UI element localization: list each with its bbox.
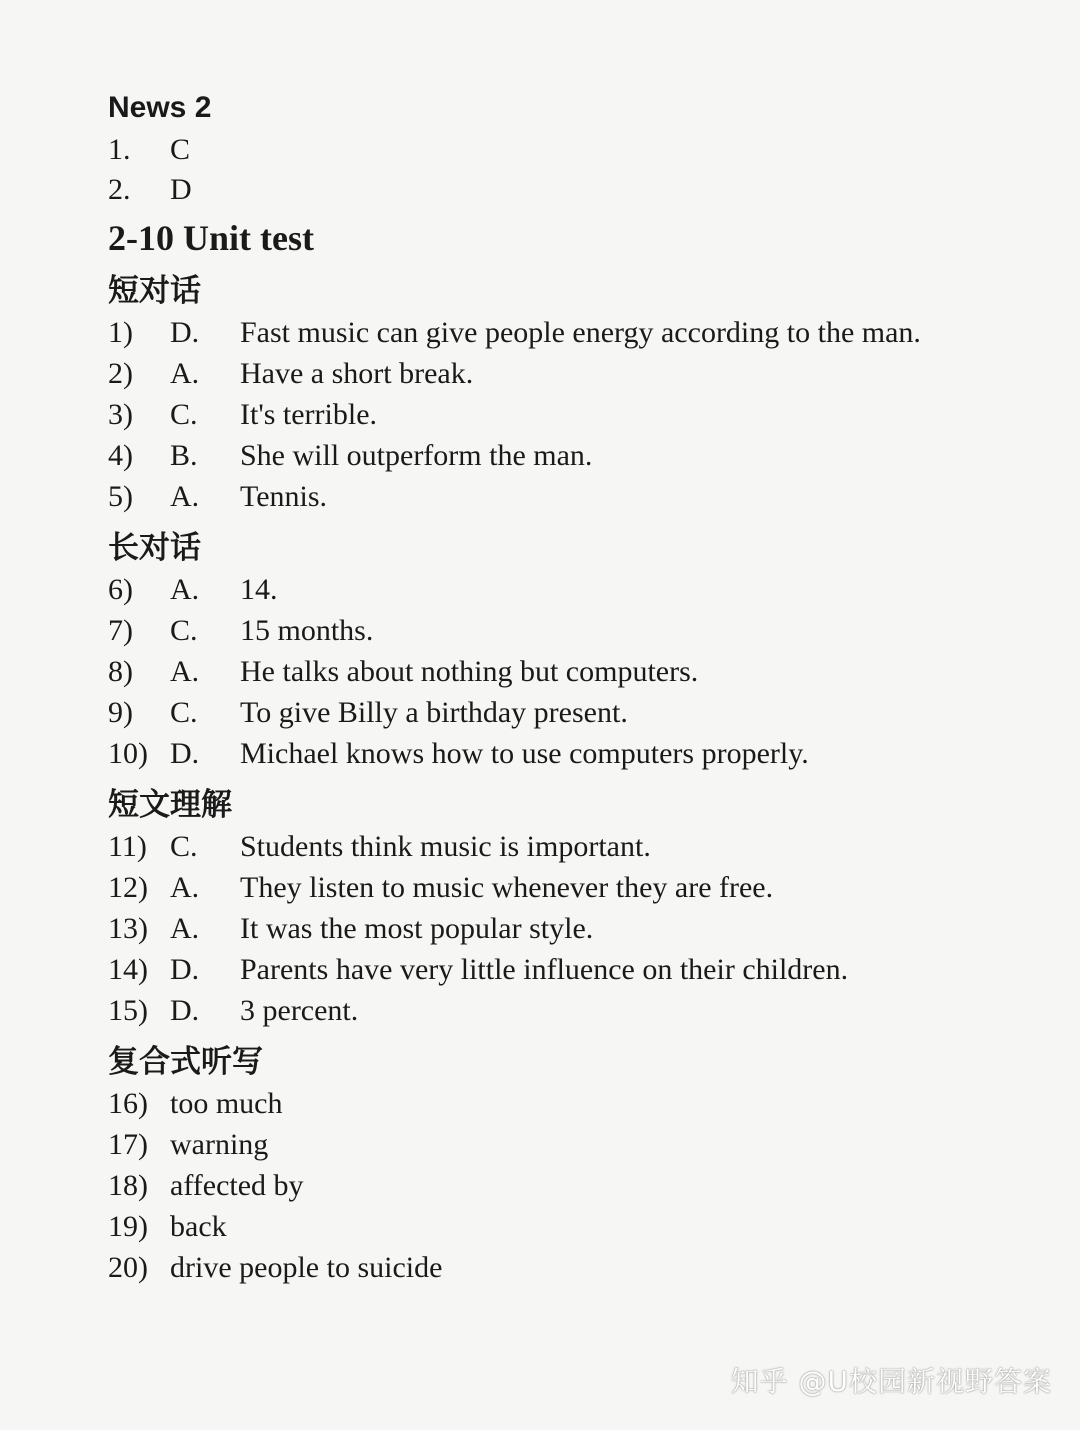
item-answer-text: She will outperform the man.: [240, 439, 593, 472]
item-answer-text: It's terrible.: [240, 398, 378, 431]
answer-row: [108, 1247, 1008, 1288]
item-number: 2.: [108, 173, 131, 206]
item-number: 13): [108, 912, 148, 945]
item-answer-text: Students think music is important.: [240, 830, 651, 863]
answer-row: [108, 353, 1008, 394]
item-answer-text: back: [170, 1210, 227, 1243]
item-answer-text: Fast music can give people energy according to the man.: [240, 316, 921, 349]
unit-title: 2-10 Unit test: [108, 218, 314, 258]
news-item: [108, 170, 1008, 210]
item-answer-text: Michael knows how to use computers properly.: [240, 737, 809, 770]
answer-row: [108, 949, 1008, 990]
item-number: 4): [108, 439, 133, 472]
item-answer-text: Tennis.: [240, 480, 328, 513]
item-number: 11): [108, 830, 147, 863]
item-number: 14): [108, 953, 148, 986]
news-title: News 2: [108, 91, 212, 124]
item-answer: C: [170, 133, 191, 166]
news-item: [108, 130, 1008, 170]
section-short-dialogue: [108, 270, 1008, 517]
item-number: 1.: [108, 133, 131, 166]
item-answer-text: drive people to suicide: [170, 1251, 443, 1284]
section-title: 复合式听写: [108, 1044, 263, 1080]
answer-row: [108, 312, 1008, 353]
item-letter: C.: [170, 614, 198, 647]
item-answer-text: He talks about nothing but computers.: [240, 655, 699, 688]
answer-row: [108, 990, 1008, 1031]
answer-row: [108, 435, 1008, 476]
answer-row: [108, 867, 1008, 908]
section-title: 短文理解: [108, 787, 232, 823]
item-number: 5): [108, 480, 133, 513]
item-letter: A.: [170, 912, 200, 945]
answer-row: [108, 733, 1008, 774]
item-text: [170, 312, 1008, 353]
item-number: 3): [108, 398, 133, 431]
answer-row: [108, 692, 1008, 733]
item-number: 6): [108, 573, 133, 606]
item-letter: A.: [170, 480, 200, 513]
section-title: 长对话: [108, 530, 201, 566]
item-number: 8): [108, 655, 133, 688]
item-letter: A.: [170, 655, 200, 688]
item-letter: C.: [170, 830, 198, 863]
item-number: 17): [108, 1128, 148, 1161]
item-letter: A.: [170, 573, 200, 606]
item-letter: D.: [170, 994, 200, 1027]
item-number: 9): [108, 696, 133, 729]
item-number: 16): [108, 1087, 148, 1120]
item-number: 18): [108, 1169, 148, 1202]
item-answer: D: [170, 173, 192, 206]
answer-row: [108, 569, 1008, 610]
section-long-dialogue: [108, 527, 1008, 774]
item-answer-text: too much: [170, 1087, 283, 1120]
item-answer-text: 15 months.: [240, 614, 374, 647]
section-title: 短对话: [108, 273, 201, 309]
item-number: 2): [108, 357, 133, 390]
item-answer-text: 3 percent.: [240, 994, 359, 1027]
item-answer-text: It was the most popular style.: [240, 912, 594, 945]
item-answer-text: warning: [170, 1128, 269, 1161]
answer-sheet: [108, 86, 1008, 1288]
answer-row: [108, 908, 1008, 949]
item-number: 10): [108, 737, 148, 770]
item-answer-text: affected by: [170, 1169, 304, 1202]
item-letter: C.: [170, 398, 198, 431]
zhihu-watermark: 知乎 @U校园新视野答案: [730, 1365, 1052, 1398]
item-answer-text: Parents have very little influence on their children.: [240, 953, 849, 986]
answer-row: [108, 651, 1008, 692]
answer-row: [108, 1206, 1008, 1247]
answer-row: [108, 1165, 1008, 1206]
item-letter: B.: [170, 439, 198, 472]
item-answer-text: To give Billy a birthday present.: [240, 696, 628, 729]
answer-row: [108, 1124, 1008, 1165]
item-number: 12): [108, 871, 148, 904]
answer-row: [108, 610, 1008, 651]
item-letter: D.: [170, 316, 200, 349]
answer-row: [108, 476, 1008, 517]
item-answer-text: They listen to music whenever they are free.: [240, 871, 774, 904]
item-letter: A.: [170, 357, 200, 390]
section-dictation: [108, 1041, 1008, 1288]
answer-row: [108, 826, 1008, 867]
item-number: 7): [108, 614, 133, 647]
item-number: 19): [108, 1210, 148, 1243]
item-number: 20): [108, 1251, 148, 1284]
item-number: 15): [108, 994, 148, 1027]
section-passage: [108, 784, 1008, 1031]
item-letter: D.: [170, 737, 200, 770]
item-letter: D.: [170, 953, 200, 986]
item-number: 1): [108, 316, 133, 349]
item-answer-text: Have a short break.: [240, 357, 474, 390]
answer-row: [108, 394, 1008, 435]
item-letter: A.: [170, 871, 200, 904]
answer-row: [108, 1083, 1008, 1124]
item-letter: C.: [170, 696, 198, 729]
item-answer-text: 14.: [240, 573, 278, 606]
